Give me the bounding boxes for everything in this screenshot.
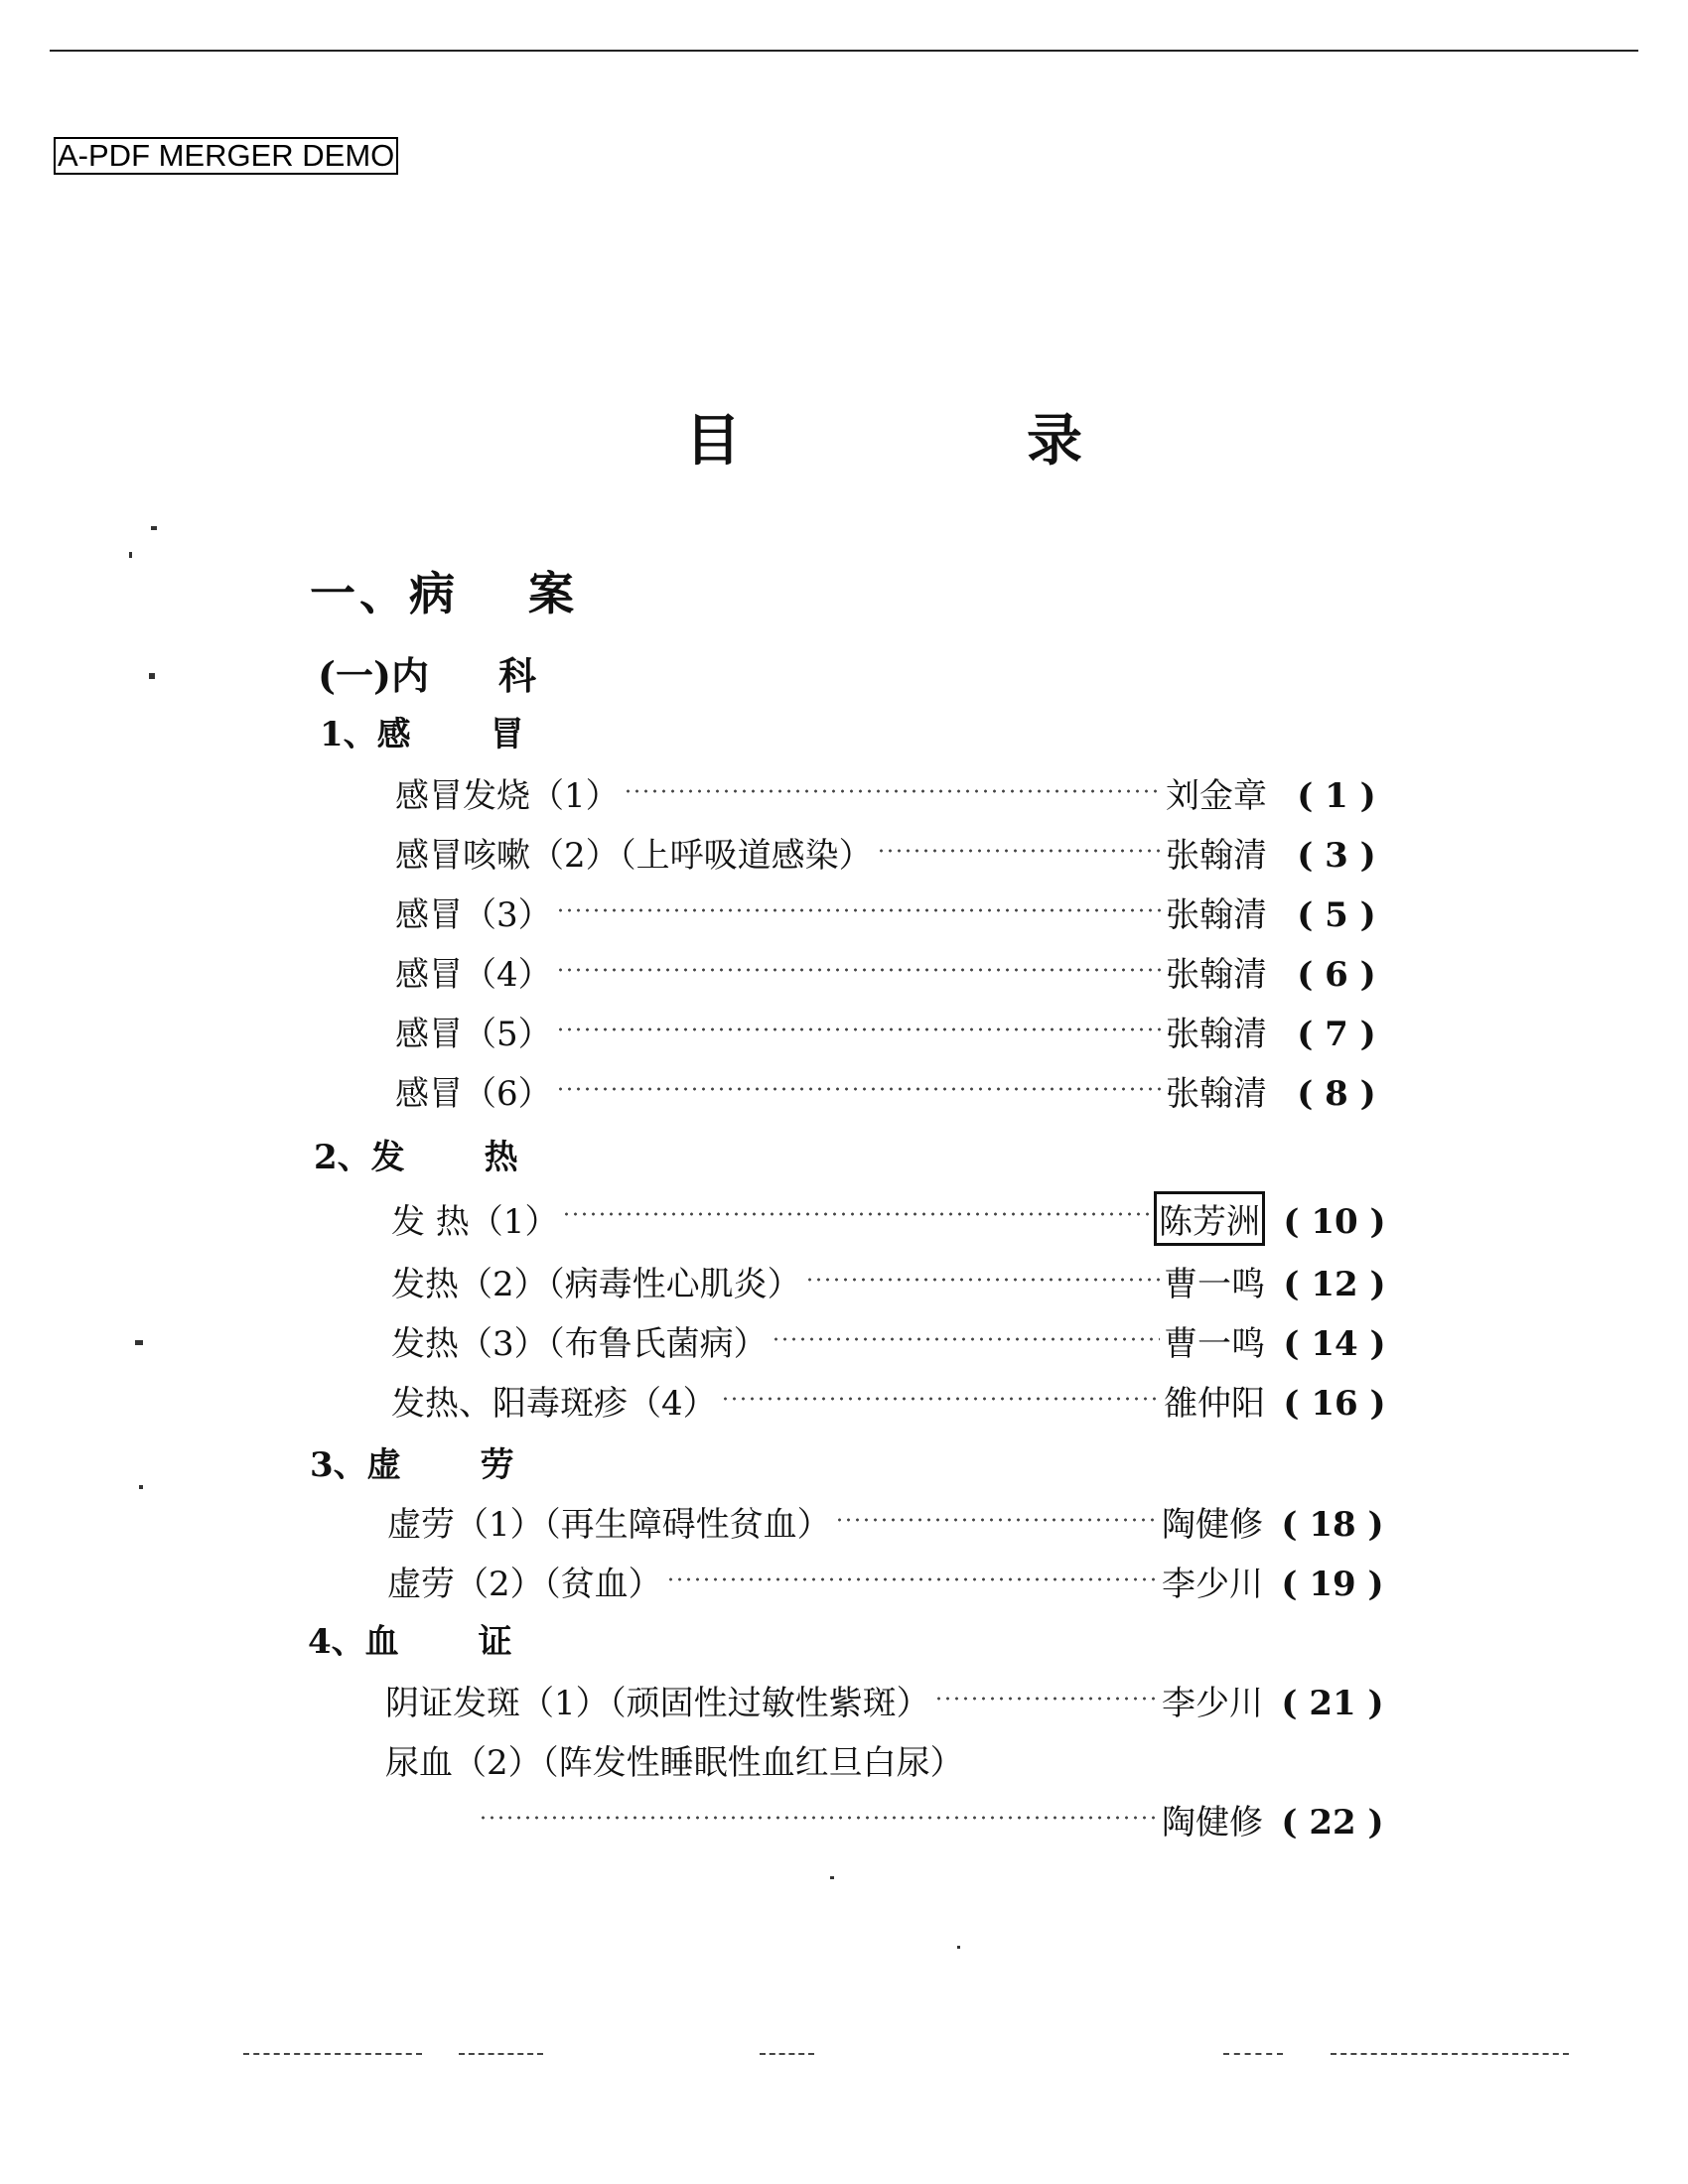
entry-page: ( 7 ): [1297, 1015, 1376, 1054]
entry-title: 感冒发烧（1）: [395, 776, 620, 816]
toc-entry[interactable]: [395, 887, 1406, 933]
entry-author: 张翰清: [1166, 1074, 1267, 1114]
dot-leader: [556, 966, 1162, 974]
category-name: 热: [484, 1138, 518, 1177]
entry-page: ( 19 ): [1281, 1565, 1384, 1604]
entry-title: 虚劳（1）（再生障碍性贫血）: [387, 1505, 831, 1545]
entry-author: 李少川: [1162, 1565, 1263, 1604]
entry-author: 曹一鸣: [1164, 1265, 1265, 1304]
category-name: 证: [478, 1622, 512, 1662]
entry-author: 李少川: [1162, 1684, 1263, 1723]
entry-author: 陶健修: [1162, 1803, 1263, 1843]
dot-leader: [556, 1085, 1162, 1093]
category-number: 2、发: [314, 1138, 405, 1177]
entry-page: ( 18 ): [1281, 1505, 1384, 1545]
category-number: 3、虚: [310, 1445, 401, 1485]
entry-page: ( 14 ): [1283, 1324, 1386, 1364]
toc-entry[interactable]: [387, 1497, 1402, 1543]
subsection-heading-suffix: 科: [497, 653, 536, 698]
page-title-left: 目: [685, 408, 741, 474]
scan-speck: [129, 552, 132, 558]
toc-entry[interactable]: [391, 1257, 1404, 1302]
category-heading: [320, 707, 524, 755]
scan-noise: [760, 2053, 814, 2058]
toc-entry[interactable]: [475, 1795, 1402, 1841]
scan-speck: [151, 526, 157, 530]
toc-entry[interactable]: [391, 1316, 1404, 1362]
subsection-heading: [318, 645, 536, 700]
entry-title: 感冒（6）: [395, 1074, 552, 1114]
entry-title: 发热（2）（病毒性心肌炎）: [391, 1265, 801, 1304]
category-heading: [314, 1130, 518, 1178]
entry-page: ( 10 ): [1283, 1202, 1386, 1242]
category-number: 1、感: [320, 715, 411, 754]
dot-leader: [721, 1395, 1160, 1403]
toc-entry[interactable]: [395, 947, 1406, 993]
category-number: 4、血: [308, 1622, 399, 1662]
watermark-label: A-PDF MERGER DEMO: [54, 137, 398, 175]
entry-page: ( 12 ): [1283, 1265, 1386, 1304]
entry-page: ( 16 ): [1283, 1384, 1386, 1424]
scan-noise: [243, 2053, 422, 2058]
subsection-heading-prefix: (一)内: [318, 653, 429, 698]
toc-entry[interactable]: [395, 1007, 1406, 1052]
section-heading-suffix: 案: [528, 567, 578, 620]
scan-speck: [135, 1340, 143, 1345]
entry-title: 感冒（3）: [395, 895, 552, 935]
entry-title: 发热（3）（布鲁氏菌病）: [391, 1324, 768, 1364]
category-name: 劳: [480, 1445, 514, 1485]
entry-author-highlighted: 陈芳洲: [1154, 1191, 1265, 1246]
section-heading-prefix: 一、病: [310, 567, 459, 620]
entry-page: ( 3 ): [1297, 836, 1376, 876]
toc-entry[interactable]: [395, 1066, 1406, 1112]
entry-title: 虚劳（2）（贫血）: [387, 1565, 662, 1604]
toc-entry[interactable]: [387, 1557, 1402, 1602]
entry-author: 张翰清: [1166, 955, 1267, 995]
entry-author: 刘金章: [1166, 776, 1267, 816]
dot-leader: [479, 1814, 1158, 1822]
toc-entry[interactable]: [385, 1676, 1402, 1721]
page-title-right: 录: [1027, 408, 1082, 474]
entry-page: ( 22 ): [1281, 1803, 1384, 1843]
category-name: 冒: [490, 715, 524, 754]
entry-author: 陶健修: [1162, 1505, 1263, 1545]
scan-speck: [830, 1876, 834, 1879]
entry-title: 感冒咳嗽（2）（上呼吸道感染）: [395, 836, 873, 876]
dot-leader: [666, 1575, 1158, 1583]
entry-author: 张翰清: [1166, 836, 1267, 876]
scan-noise: [459, 2053, 543, 2058]
dot-leader: [934, 1695, 1158, 1703]
entry-title: 感冒（5）: [395, 1015, 552, 1054]
dot-leader: [805, 1276, 1160, 1284]
dot-leader: [562, 1210, 1150, 1218]
toc-entry[interactable]: [391, 1376, 1404, 1422]
scan-noise: [1223, 2053, 1283, 2058]
dot-leader: [556, 1025, 1162, 1033]
entry-title: 阴证发斑（1）（顽固性过敏性紫斑）: [385, 1684, 930, 1723]
entry-page: ( 5 ): [1297, 895, 1376, 935]
dot-leader: [624, 787, 1162, 795]
entry-title: 发热、阳毒斑疹（4）: [391, 1384, 717, 1424]
entry-author: 张翰清: [1166, 1015, 1267, 1054]
entry-author: 曹一鸣: [1164, 1324, 1265, 1364]
entry-author: 张翰清: [1166, 895, 1267, 935]
scan-speck: [139, 1485, 143, 1489]
dot-leader: [556, 906, 1162, 914]
entry-page: ( 1 ): [1297, 776, 1376, 816]
toc-entry[interactable]: [395, 768, 1406, 814]
dot-leader: [772, 1335, 1160, 1343]
page-title: [685, 397, 1082, 477]
toc-entry[interactable]: [395, 828, 1406, 874]
scan-speck: [149, 673, 155, 679]
scan-noise: [1331, 2053, 1569, 2058]
entry-page: ( 6 ): [1297, 955, 1376, 995]
dot-leader: [877, 847, 1162, 855]
category-heading: [308, 1614, 512, 1663]
entry-title: 感冒（4）: [395, 955, 552, 995]
toc-entry[interactable]: [391, 1191, 1404, 1242]
dot-leader: [835, 1516, 1158, 1524]
scan-speck: [957, 1946, 960, 1949]
category-heading: [310, 1437, 514, 1486]
entry-title: 发 热（1）: [391, 1202, 559, 1242]
entry-page: ( 8 ): [1297, 1074, 1376, 1114]
entry-author: 雒仲阳: [1164, 1384, 1265, 1424]
section-heading: [310, 558, 578, 623]
entry-title-continued: 尿血（2）（阵发性睡眠性血红旦白尿）: [385, 1743, 964, 1783]
entry-page: ( 21 ): [1281, 1684, 1384, 1723]
top-rule: [50, 50, 1638, 52]
